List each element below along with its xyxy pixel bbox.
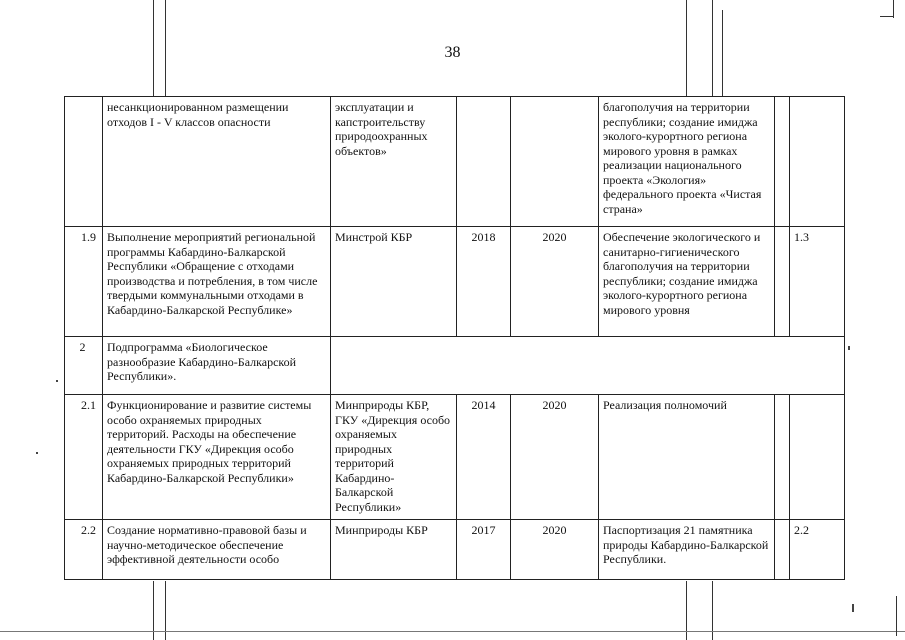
table-row bbox=[65, 97, 845, 227]
page-number: 38 bbox=[444, 44, 461, 61]
scan-artifact-line bbox=[896, 596, 897, 636]
merged-cell bbox=[331, 337, 845, 395]
narrow-cell bbox=[775, 395, 790, 520]
row-number: 2 bbox=[65, 337, 103, 395]
executor: Минприроды КБР bbox=[331, 520, 457, 580]
row-number: 2.2 bbox=[65, 520, 103, 580]
indicator-ref: 1.3 bbox=[790, 227, 845, 337]
activity-name: Функционирование и развитие системы особо охраняемых природных территорий. Расходы на обеспечение деятельности ГКУ «Дирекция особо охраняемых природных территорий Кабардино-Балкарской Республики» bbox=[103, 395, 331, 520]
table-row bbox=[65, 520, 845, 580]
expected-result: Реализация полномочий bbox=[599, 395, 775, 520]
scan-speck bbox=[848, 346, 850, 350]
subprogram-title: Подпрограмма «Биологическое разнообразие Кабардино-Балкарской Республики». bbox=[103, 337, 331, 395]
indicator-ref bbox=[790, 395, 845, 520]
scan-speck bbox=[852, 604, 854, 612]
scan-artifact-line bbox=[686, 0, 687, 96]
scan-speck bbox=[56, 380, 58, 382]
scan-artifact-line bbox=[153, 0, 154, 96]
program-activities-table bbox=[64, 96, 845, 580]
scan-artifact-line bbox=[880, 16, 894, 17]
start-year bbox=[457, 97, 511, 227]
row-number: 1.9 bbox=[65, 227, 103, 337]
scan-speck bbox=[36, 452, 38, 454]
table-row bbox=[65, 337, 845, 395]
executor: эксплуатации и капстроительству природоохранных объектов» bbox=[331, 97, 457, 227]
narrow-cell bbox=[775, 520, 790, 580]
row-number bbox=[65, 97, 103, 227]
expected-result: Паспортизация 21 памятника природы Кабардино-Балкарской Республики. bbox=[599, 520, 775, 580]
start-year: 2018 bbox=[457, 227, 511, 337]
activity-name: Создание нормативно-правовой базы и научно-методическое обеспечение эффективной деятельности особо bbox=[103, 520, 331, 580]
end-year: 2020 bbox=[511, 520, 599, 580]
narrow-cell bbox=[775, 97, 790, 227]
end-year: 2020 bbox=[511, 395, 599, 520]
executor: Минприроды КБР, ГКУ «Дирекция особо охраняемых природных территорий Кабардино-Балкарской Республики» bbox=[331, 395, 457, 520]
start-year: 2017 bbox=[457, 520, 511, 580]
scan-artifact-line bbox=[0, 631, 905, 632]
indicator-ref bbox=[790, 97, 845, 227]
row-number: 2.1 bbox=[65, 395, 103, 520]
scan-artifact-line bbox=[722, 10, 723, 96]
end-year bbox=[511, 97, 599, 227]
executor: Минстрой КБР bbox=[331, 227, 457, 337]
expected-result: благополучия на территории республики; создание имиджа эколого-курортного региона мирового уровня в рамках реализации национального проекта «Экология» федерального проекта «Чистая страна» bbox=[599, 97, 775, 227]
end-year: 2020 bbox=[511, 227, 599, 337]
scan-artifact-line bbox=[712, 0, 713, 96]
table-row bbox=[65, 395, 845, 520]
activity-name: Выполнение мероприятий региональной программы Кабардино-Балкарской Республики «Обращение с отходами производства и потребления, в том числе твердыми коммунальными отходами в Кабардино-Балкарской Республике» bbox=[103, 227, 331, 337]
activity-name: несанкционированном размещении отходов I - V классов опасности bbox=[103, 97, 331, 227]
scan-artifact-line bbox=[165, 0, 166, 96]
table-row bbox=[65, 227, 845, 337]
start-year: 2014 bbox=[457, 395, 511, 520]
narrow-cell bbox=[775, 227, 790, 337]
expected-result: Обеспечение экологического и санитарно-гигиенического благополучия на территории республики; создание имиджа эколого-курортного региона мирового уровня bbox=[599, 227, 775, 337]
indicator-ref: 2.2 bbox=[790, 520, 845, 580]
